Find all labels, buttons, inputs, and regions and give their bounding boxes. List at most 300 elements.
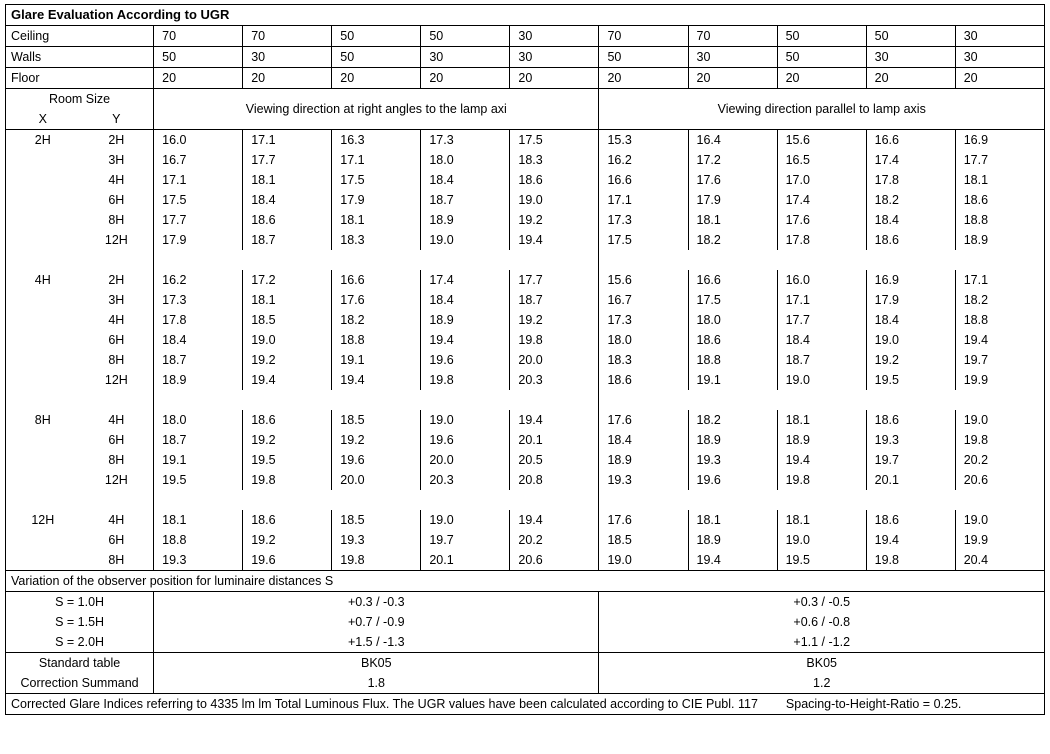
ugr-glare-table — [5, 4, 1045, 715]
floor-value: 20 — [421, 68, 510, 89]
ugr-value: 19.8 — [332, 550, 421, 571]
ugr-value: 20.6 — [955, 470, 1044, 490]
floor-value: 20 — [510, 68, 599, 89]
ugr-value: 18.7 — [777, 350, 866, 370]
variation-label: S = 2.0H — [6, 632, 154, 653]
ceiling-value: 50 — [866, 26, 955, 47]
ugr-value: 16.2 — [599, 150, 688, 170]
floor-value: 20 — [243, 68, 332, 89]
ugr-value: 17.3 — [599, 210, 688, 230]
ugr-value: 17.1 — [777, 290, 866, 310]
variation-row — [6, 632, 1045, 653]
table-row — [6, 270, 1045, 290]
ugr-value: 18.8 — [688, 350, 777, 370]
ugr-value: 16.3 — [332, 130, 421, 151]
ugr-value: 17.7 — [777, 310, 866, 330]
ugr-value: 18.3 — [599, 350, 688, 370]
ugr-value: 17.7 — [243, 150, 332, 170]
table-row-floor — [6, 68, 1045, 89]
variation-label: S = 1.0H — [6, 592, 154, 613]
xy-cell — [6, 190, 154, 210]
xy-cell — [6, 530, 154, 550]
ugr-value: 17.2 — [688, 150, 777, 170]
row-y-value: 2H — [108, 273, 125, 287]
xy-cell — [6, 210, 154, 230]
ugr-value: 19.5 — [777, 550, 866, 571]
group-x-value: 4H — [34, 273, 51, 287]
ugr-value: 19.2 — [243, 350, 332, 370]
ugr-value: 18.2 — [955, 290, 1044, 310]
ugr-value: 19.9 — [955, 530, 1044, 550]
ugr-value: 18.6 — [955, 190, 1044, 210]
ugr-value: 17.9 — [866, 290, 955, 310]
ugr-value: 18.1 — [777, 410, 866, 430]
standard-table-label: Standard table — [6, 653, 154, 674]
row-y-value: 4H — [108, 313, 125, 327]
ugr-value: 17.1 — [332, 150, 421, 170]
ugr-value: 19.6 — [243, 550, 332, 571]
ugr-value: 18.6 — [866, 510, 955, 530]
ugr-value: 19.1 — [154, 450, 243, 470]
table-row — [6, 410, 1045, 430]
ceiling-value: 30 — [955, 26, 1044, 47]
row-y-value: 4H — [108, 513, 125, 527]
xy-cell — [6, 510, 154, 530]
ugr-value: 19.8 — [421, 370, 510, 390]
group-spacer — [6, 490, 1045, 510]
ugr-value: 16.9 — [866, 270, 955, 290]
ugr-value: 16.6 — [332, 270, 421, 290]
ugr-value: 17.5 — [688, 290, 777, 310]
ugr-value: 18.1 — [154, 510, 243, 530]
variation-row — [6, 612, 1045, 632]
ugr-value: 17.2 — [243, 270, 332, 290]
ugr-value: 17.6 — [688, 170, 777, 190]
ugr-value: 19.3 — [866, 430, 955, 450]
ugr-value: 19.6 — [688, 470, 777, 490]
row-y-value: 4H — [108, 413, 125, 427]
header-perpendicular: Viewing direction at right angles to the lamp axi — [154, 89, 599, 130]
ugr-value: 17.3 — [421, 130, 510, 151]
ugr-value: 19.7 — [866, 450, 955, 470]
ugr-value: 19.4 — [955, 330, 1044, 350]
ugr-value: 20.0 — [510, 350, 599, 370]
ugr-value: 20.1 — [510, 430, 599, 450]
xy-cell — [6, 370, 154, 390]
ugr-value: 19.2 — [510, 310, 599, 330]
ugr-value: 19.2 — [866, 350, 955, 370]
ugr-value: 16.0 — [154, 130, 243, 151]
ugr-value: 19.8 — [510, 330, 599, 350]
row-y-value: 8H — [108, 453, 125, 467]
ugr-value: 17.4 — [777, 190, 866, 210]
ugr-value: 18.3 — [510, 150, 599, 170]
ugr-value: 18.9 — [688, 530, 777, 550]
ugr-value: 19.8 — [955, 430, 1044, 450]
header-parallel: Viewing direction parallel to lamp axis — [599, 89, 1045, 130]
ugr-value: 18.1 — [688, 510, 777, 530]
ugr-value: 19.2 — [243, 430, 332, 450]
xy-cell — [6, 290, 154, 310]
ugr-value: 20.4 — [955, 550, 1044, 571]
ugr-value: 17.1 — [243, 130, 332, 151]
ugr-value: 17.6 — [332, 290, 421, 310]
ugr-value: 19.3 — [332, 530, 421, 550]
table-row — [6, 230, 1045, 250]
variation-parallel: +0.6 / -0.8 — [599, 612, 1045, 632]
ugr-value: 19.3 — [599, 470, 688, 490]
ugr-value: 19.0 — [777, 530, 866, 550]
ugr-value: 20.8 — [510, 470, 599, 490]
ugr-value: 17.4 — [421, 270, 510, 290]
ugr-value: 15.3 — [599, 130, 688, 151]
group-x-value: 12H — [31, 513, 55, 527]
ugr-value: 16.6 — [866, 130, 955, 151]
walls-value: 30 — [955, 47, 1044, 68]
ugr-value: 18.8 — [332, 330, 421, 350]
x-label: X — [38, 112, 47, 126]
ugr-value: 16.7 — [154, 150, 243, 170]
ugr-value: 18.9 — [421, 310, 510, 330]
ugr-value: 18.0 — [599, 330, 688, 350]
ugr-value: 18.4 — [599, 430, 688, 450]
ugr-value: 17.6 — [599, 410, 688, 430]
ugr-value: 16.2 — [154, 270, 243, 290]
ugr-value: 18.0 — [154, 410, 243, 430]
ugr-value: 18.0 — [421, 150, 510, 170]
ugr-value: 19.4 — [510, 410, 599, 430]
ceiling-value: 70 — [688, 26, 777, 47]
correction-summand-perpendicular: 1.8 — [154, 673, 599, 694]
ugr-value: 18.7 — [510, 290, 599, 310]
row-label-floor: Floor — [6, 68, 154, 89]
ugr-value: 18.6 — [243, 510, 332, 530]
floor-value: 20 — [777, 68, 866, 89]
ugr-value: 19.4 — [332, 370, 421, 390]
table-row — [6, 450, 1045, 470]
ceiling-value: 50 — [777, 26, 866, 47]
walls-value: 50 — [154, 47, 243, 68]
ugr-value: 18.8 — [955, 210, 1044, 230]
ugr-value: 17.4 — [866, 150, 955, 170]
row-y-value: 4H — [108, 173, 125, 187]
table-row — [6, 510, 1045, 530]
footer-note — [6, 694, 1045, 715]
ugr-value: 18.7 — [243, 230, 332, 250]
xy-cell — [6, 310, 154, 330]
ugr-value: 19.3 — [154, 550, 243, 571]
ugr-value: 20.2 — [510, 530, 599, 550]
ugr-value: 19.5 — [154, 470, 243, 490]
ugr-value: 18.7 — [154, 430, 243, 450]
variation-perpendicular: +0.7 / -0.9 — [154, 612, 599, 632]
ugr-value: 19.7 — [955, 350, 1044, 370]
variation-title: Variation of the observer position for luminaire distances S — [6, 571, 1045, 592]
ugr-value: 17.3 — [599, 310, 688, 330]
ugr-value: 19.4 — [510, 510, 599, 530]
xy-header-cell — [6, 109, 154, 130]
ugr-value: 18.4 — [777, 330, 866, 350]
ugr-value: 18.9 — [599, 450, 688, 470]
ugr-value: 19.6 — [332, 450, 421, 470]
ugr-value: 17.3 — [154, 290, 243, 310]
ugr-value: 20.5 — [510, 450, 599, 470]
ugr-value: 17.8 — [866, 170, 955, 190]
ugr-value: 19.2 — [332, 430, 421, 450]
ugr-value: 18.5 — [332, 410, 421, 430]
row-y-value: 3H — [108, 293, 125, 307]
ugr-value: 16.6 — [688, 270, 777, 290]
ugr-value: 19.0 — [421, 510, 510, 530]
ceiling-value: 70 — [599, 26, 688, 47]
variation-parallel: +1.1 / -1.2 — [599, 632, 1045, 653]
ceiling-value: 50 — [332, 26, 421, 47]
ugr-value: 18.0 — [688, 310, 777, 330]
xy-cell — [6, 410, 154, 430]
ugr-value: 17.1 — [599, 190, 688, 210]
ugr-value: 19.4 — [866, 530, 955, 550]
row-label-walls: Walls — [6, 47, 154, 68]
ceiling-value: 70 — [243, 26, 332, 47]
ugr-value: 20.1 — [866, 470, 955, 490]
ugr-value: 19.0 — [421, 410, 510, 430]
row-y-value: 12H — [104, 233, 128, 247]
ugr-value: 17.7 — [510, 270, 599, 290]
ugr-value: 17.6 — [599, 510, 688, 530]
ugr-value: 19.5 — [866, 370, 955, 390]
ugr-value: 16.0 — [777, 270, 866, 290]
xy-cell — [6, 350, 154, 370]
ugr-value: 18.5 — [332, 510, 421, 530]
walls-value: 50 — [777, 47, 866, 68]
ceiling-value: 50 — [421, 26, 510, 47]
ugr-value: 18.1 — [777, 510, 866, 530]
floor-value: 20 — [955, 68, 1044, 89]
ugr-value: 19.4 — [421, 330, 510, 350]
variation-parallel: +0.3 / -0.5 — [599, 592, 1045, 613]
ugr-value: 18.2 — [866, 190, 955, 210]
ugr-value: 16.5 — [777, 150, 866, 170]
table-row — [6, 470, 1045, 490]
ugr-value: 18.4 — [421, 290, 510, 310]
ugr-value: 19.0 — [955, 510, 1044, 530]
ugr-value: 19.1 — [332, 350, 421, 370]
table-row-walls — [6, 47, 1045, 68]
variation-label: S = 1.5H — [6, 612, 154, 632]
row-y-value: 12H — [104, 473, 128, 487]
ugr-value: 19.0 — [599, 550, 688, 571]
xy-cell — [6, 170, 154, 190]
ceiling-value: 30 — [510, 26, 599, 47]
ugr-value: 18.1 — [688, 210, 777, 230]
floor-value: 20 — [599, 68, 688, 89]
variation-row — [6, 592, 1045, 613]
standard-table-row — [6, 653, 1045, 674]
ugr-value: 17.8 — [154, 310, 243, 330]
xy-cell — [6, 150, 154, 170]
ugr-value: 18.9 — [688, 430, 777, 450]
walls-value: 50 — [599, 47, 688, 68]
ugr-value: 17.9 — [332, 190, 421, 210]
ugr-value: 15.6 — [599, 270, 688, 290]
ugr-value: 18.2 — [688, 410, 777, 430]
ugr-value: 19.0 — [955, 410, 1044, 430]
correction-summand-parallel: 1.2 — [599, 673, 1045, 694]
ugr-value: 18.7 — [154, 350, 243, 370]
page-title: Glare Evaluation According to UGR — [6, 5, 1045, 26]
ugr-value: 18.8 — [154, 530, 243, 550]
row-y-value: 8H — [108, 553, 125, 567]
floor-value: 20 — [154, 68, 243, 89]
ugr-value: 15.6 — [777, 130, 866, 151]
ugr-value: 18.9 — [955, 230, 1044, 250]
ugr-value: 18.1 — [332, 210, 421, 230]
ugr-value: 19.9 — [955, 370, 1044, 390]
group-spacer — [6, 250, 1045, 270]
ugr-value: 18.4 — [866, 210, 955, 230]
ugr-value: 17.7 — [955, 150, 1044, 170]
ugr-value: 18.2 — [332, 310, 421, 330]
ugr-value: 18.8 — [955, 310, 1044, 330]
ugr-value: 18.6 — [243, 410, 332, 430]
row-y-value: 2H — [108, 133, 125, 147]
row-y-value: 8H — [108, 213, 125, 227]
ugr-value: 18.7 — [421, 190, 510, 210]
ugr-value: 18.2 — [688, 230, 777, 250]
ugr-value: 17.1 — [955, 270, 1044, 290]
y-label: Y — [112, 112, 121, 126]
title-row — [6, 5, 1045, 26]
standard-table-perpendicular: BK05 — [154, 653, 599, 674]
ugr-value: 18.9 — [154, 370, 243, 390]
row-y-value: 6H — [108, 333, 125, 347]
group-x-value: 8H — [34, 413, 51, 427]
ugr-value: 20.2 — [955, 450, 1044, 470]
ugr-value: 19.0 — [866, 330, 955, 350]
ugr-value: 16.6 — [599, 170, 688, 190]
ugr-value: 18.6 — [599, 370, 688, 390]
ugr-value: 18.1 — [243, 290, 332, 310]
table-row — [6, 550, 1045, 571]
ugr-value: 20.1 — [421, 550, 510, 571]
walls-value: 50 — [332, 47, 421, 68]
ugr-value: 17.7 — [154, 210, 243, 230]
ugr-value: 17.8 — [777, 230, 866, 250]
ugr-value: 20.0 — [421, 450, 510, 470]
footer-row — [6, 694, 1045, 715]
ugr-value: 17.0 — [777, 170, 866, 190]
ugr-value: 18.6 — [688, 330, 777, 350]
walls-value: 30 — [243, 47, 332, 68]
ugr-value: 20.3 — [510, 370, 599, 390]
ugr-value: 18.1 — [243, 170, 332, 190]
xy-cell — [6, 430, 154, 450]
ugr-value: 18.4 — [243, 190, 332, 210]
ugr-value: 18.6 — [243, 210, 332, 230]
ugr-value: 16.7 — [599, 290, 688, 310]
walls-value: 30 — [510, 47, 599, 68]
ugr-value: 19.4 — [243, 370, 332, 390]
ugr-value: 19.4 — [777, 450, 866, 470]
variation-title-row — [6, 571, 1045, 592]
ugr-value: 19.0 — [243, 330, 332, 350]
table-row — [6, 150, 1045, 170]
xy-cell — [6, 270, 154, 290]
ugr-value: 19.7 — [421, 530, 510, 550]
group-spacer — [6, 390, 1045, 410]
ugr-value: 20.6 — [510, 550, 599, 571]
ugr-value: 17.1 — [154, 170, 243, 190]
row-label-ceiling: Ceiling — [6, 26, 154, 47]
group-x-value: 2H — [34, 133, 51, 147]
ugr-value: 19.4 — [510, 230, 599, 250]
table-row — [6, 290, 1045, 310]
ugr-value: 19.1 — [688, 370, 777, 390]
walls-value: 30 — [421, 47, 510, 68]
ugr-value: 18.6 — [510, 170, 599, 190]
table-row — [6, 530, 1045, 550]
ugr-value: 17.5 — [510, 130, 599, 151]
correction-summand-row — [6, 673, 1045, 694]
table-row — [6, 350, 1045, 370]
ugr-value: 17.6 — [777, 210, 866, 230]
xy-cell — [6, 130, 154, 151]
table-row-ceiling — [6, 26, 1045, 47]
ugr-value: 18.4 — [866, 310, 955, 330]
walls-value: 30 — [866, 47, 955, 68]
xy-cell — [6, 230, 154, 250]
header-group-row — [6, 89, 1045, 110]
ugr-value: 17.9 — [688, 190, 777, 210]
ugr-value: 17.5 — [154, 190, 243, 210]
ugr-value: 20.3 — [421, 470, 510, 490]
ugr-value: 16.4 — [688, 130, 777, 151]
ugr-value: 20.0 — [332, 470, 421, 490]
footer-spacing-text: Spacing-to-Height-Ratio = 0.25. — [785, 697, 962, 711]
floor-value: 20 — [688, 68, 777, 89]
table-row — [6, 130, 1045, 151]
ugr-value: 18.5 — [599, 530, 688, 550]
table-row — [6, 310, 1045, 330]
row-y-value: 6H — [108, 193, 125, 207]
ugr-value: 19.3 — [688, 450, 777, 470]
variation-perpendicular: +1.5 / -1.3 — [154, 632, 599, 653]
table-row — [6, 210, 1045, 230]
row-y-value: 12H — [104, 373, 128, 387]
ugr-value: 18.6 — [866, 410, 955, 430]
xy-cell — [6, 550, 154, 571]
ugr-value: 17.9 — [154, 230, 243, 250]
table-row — [6, 430, 1045, 450]
xy-cell — [6, 470, 154, 490]
table-row — [6, 330, 1045, 350]
xy-cell — [6, 450, 154, 470]
ugr-value: 19.0 — [510, 190, 599, 210]
table-row — [6, 370, 1045, 390]
footer-main-text: Corrected Glare Indices referring to 4335 lm lm Total Luminous Flux. The UGR values have been calculated according to CIE Publ. 117 — [11, 697, 758, 711]
ugr-value: 19.6 — [421, 350, 510, 370]
ugr-value: 18.9 — [777, 430, 866, 450]
row-y-value: 8H — [108, 353, 125, 367]
ugr-value: 18.4 — [421, 170, 510, 190]
row-y-value: 3H — [108, 153, 125, 167]
row-y-value: 6H — [108, 433, 125, 447]
ugr-value: 18.4 — [154, 330, 243, 350]
ugr-value: 19.2 — [243, 530, 332, 550]
ugr-value: 18.1 — [955, 170, 1044, 190]
floor-value: 20 — [866, 68, 955, 89]
ugr-value: 19.2 — [510, 210, 599, 230]
